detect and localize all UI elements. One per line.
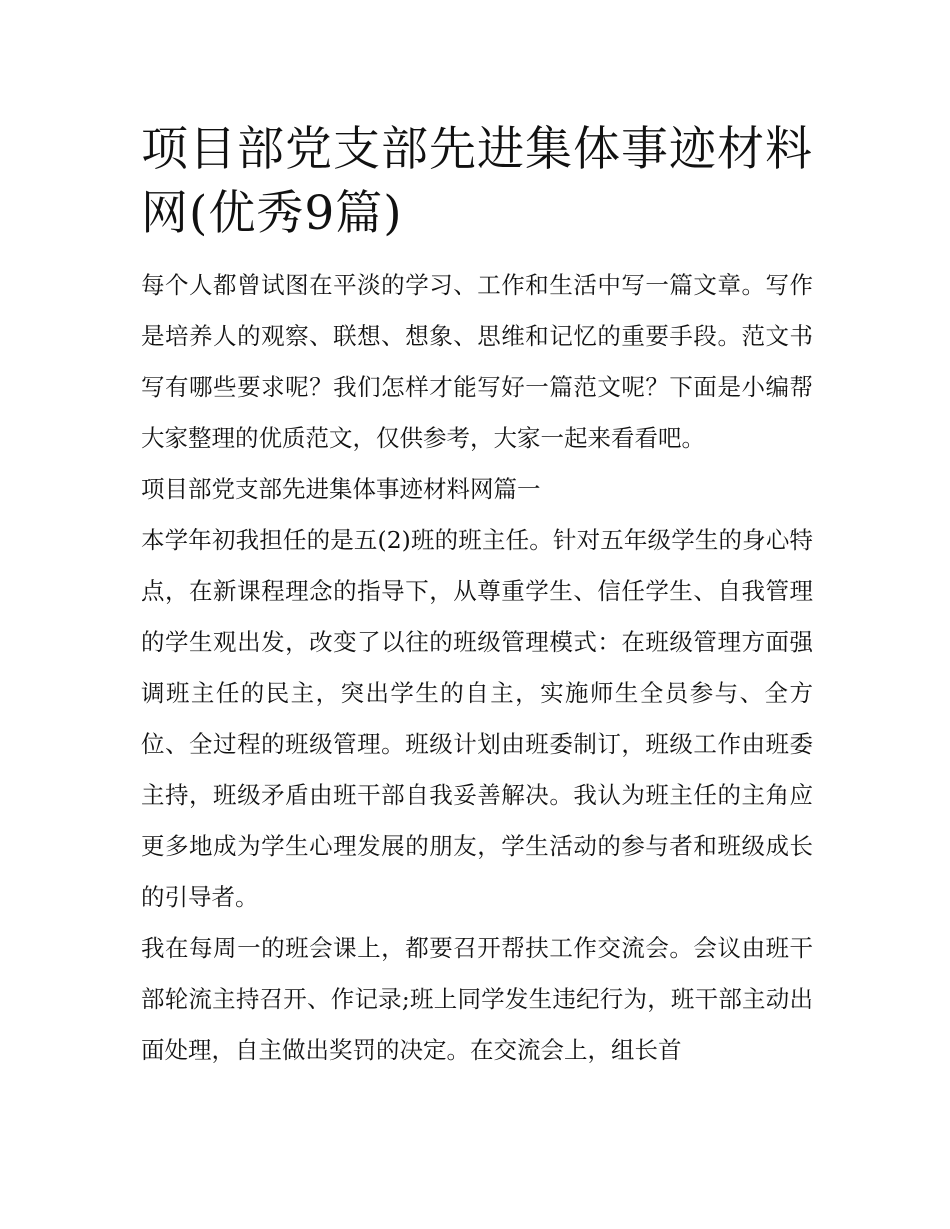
intro-paragraph: 每个人都曾试图在平淡的学习、工作和生活中写一篇文章。写作是培养人的观察、联想、想象、思维和记忆的重要手段。范文书写有哪些要求呢？我们怎样才能写好一篇范文呢？下面是小编帮大家整理的优质范文，仅供参考，大家一起来看看吧。	[141, 271, 813, 452]
section-heading: 项目部党支部先进集体事迹材料网篇一	[141, 475, 541, 503]
document-body	[141, 260, 813, 1076]
document-page	[141, 118, 813, 1076]
body-paragraph: 我在每周一的班会课上，都要召开帮扶工作交流会。会议由班干部轮流主持召开、作记录;班上同学发生违纪行为，班干部主动出面处理，自主做出奖罚的决定。在交流会上，组长首	[141, 934, 813, 1064]
document-title: 项目部党支部先进集体事迹材料网(优秀9篇)	[141, 122, 813, 241]
body-paragraph: 本学年初我担任的是五(2)班的班主任。针对五年级学生的身心特点，在新课程理念的指导下，从尊重学生、信任学生、自我管理的学生观出发，改变了以往的班级管理模式：在班级管理方面强调班主任的民主，突出学生的自主，实施师生全员参与、全方位、全过程的班级管理。班级计划由班委制订，班级工作由班委主持，班级矛盾由班干部自我妥善解决。我认为班主任的主角应更多地成为学生心理发展的朋友，学生活动的参与者和班级成长的引导者。	[141, 526, 813, 911]
